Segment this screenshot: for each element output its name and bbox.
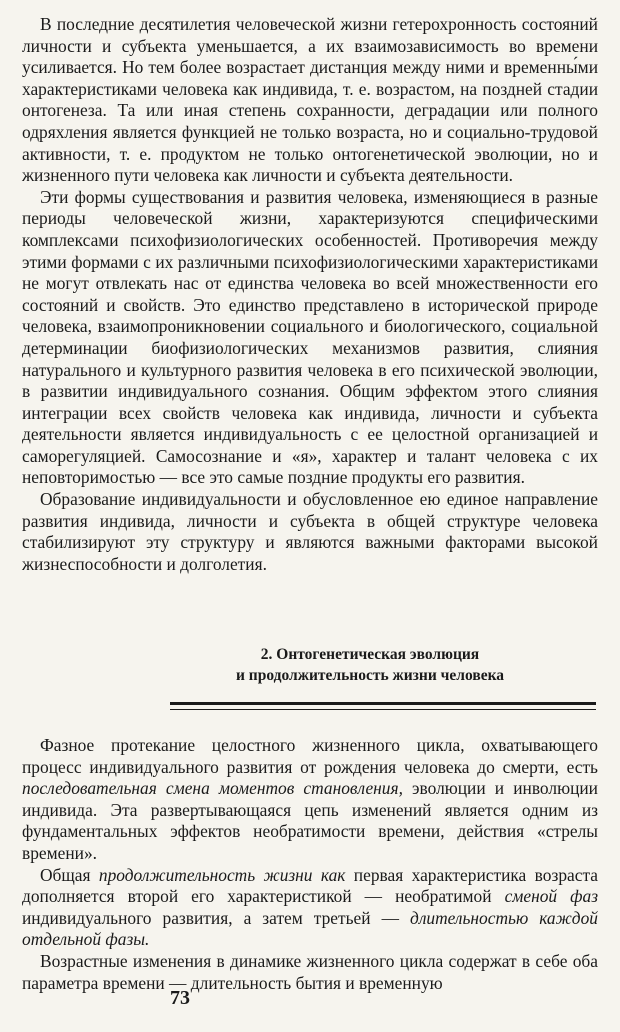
- paragraph: [22, 865, 598, 951]
- text-run: эволюции и инволюции индивида. Эта развертывающаяся цепь изменений является одним из фундаментальных эффектов необратимости времени, действия «стрелы времени».: [22, 778, 598, 863]
- paragraph: [22, 735, 598, 865]
- paragraph: Возрастные изменения в динамике жизненного цикла содержат в себе оба параметра времени — длительность бытия и временную: [22, 950, 598, 993]
- italic-run: продолжительность жизни как: [98, 864, 346, 885]
- section-heading: [160, 644, 580, 686]
- text-run: индивидуального развития, а затем третьей —: [22, 907, 411, 928]
- text-run: Фазное протекание целостного жизненного цикла, охватывающего процесс индивидуального развития от рождения человека до смерти, есть: [22, 735, 598, 777]
- text-run: Общая: [40, 864, 99, 885]
- paragraph: В последние десятилетия человеческой жизни гетерохронность состояний личности и субъекта уменьшается, а их взаимозависимость во времени усиливается. Но тем более возрастает дистанция между ними и временны́ми характеристиками человека как индивида, т. е. возрастом, на поздней стадии онтогенеза. Та или иная степень сохранности, деградации или полного одряхления является функцией не только возраста, но и социально-трудовой активности, т. е. продуктом не только онтогенетической эволюции, но и жизненного пути человека как личности и субъекта деятельности.: [22, 14, 598, 186]
- text-block-lower: [22, 735, 598, 994]
- paragraph: Образование индивидуальности и обусловленное ею единое направление развития индивида, личности и субъекта в общей структуре человека стабилизируют эту структуру и являются важными факторами высокой жизнеспособности и долголетия.: [22, 489, 598, 574]
- text-block-upper: [22, 14, 598, 575]
- italic-run: последовательная смена моментов становления,: [22, 778, 403, 799]
- heading-rule-thick: [170, 702, 596, 705]
- heading-rule-thin: [170, 709, 596, 710]
- italic-run: сменой фаз: [504, 886, 598, 907]
- section-heading-line: и продолжительность жизни человека: [235, 667, 505, 684]
- italic-run: длительностью каждой отдельной фазы.: [22, 907, 598, 950]
- text-run: первая характеристика возраста дополняется второй его характеристикой — необратимой: [22, 864, 598, 907]
- paragraph: Эти формы существования и развития человека, изменяющиеся в разные периоды человеческой жизни, характеризуются специфическими комплексами психофизиологических особенностей. Противоречия между этими формами с их различными психофизиологическими характеристиками не могут отвлекать нас от единства человека во всей множественности его состояний и свойств. Это единство представлено в исторической природе человека, взаимопроникновении социального и биологического, социальной детерминации биофизиологических механизмов развития, слияния натурального и культурного развития человека в его психической эволюции, в развитии индивидуального сознания. Общим эффектом этого слияния интеграции всех свойств человека как индивида, личности и субъекта деятельности является индивидуальность с ее целостной организацией и саморегуляцией. Самосознание и «я», характер и талант человека с их неповторимостью — все это самые поздние продукты его развития.: [22, 186, 598, 488]
- page-number: 73: [170, 987, 190, 1009]
- section-heading-line: 2. Онтогенетическая эволюция: [260, 646, 480, 663]
